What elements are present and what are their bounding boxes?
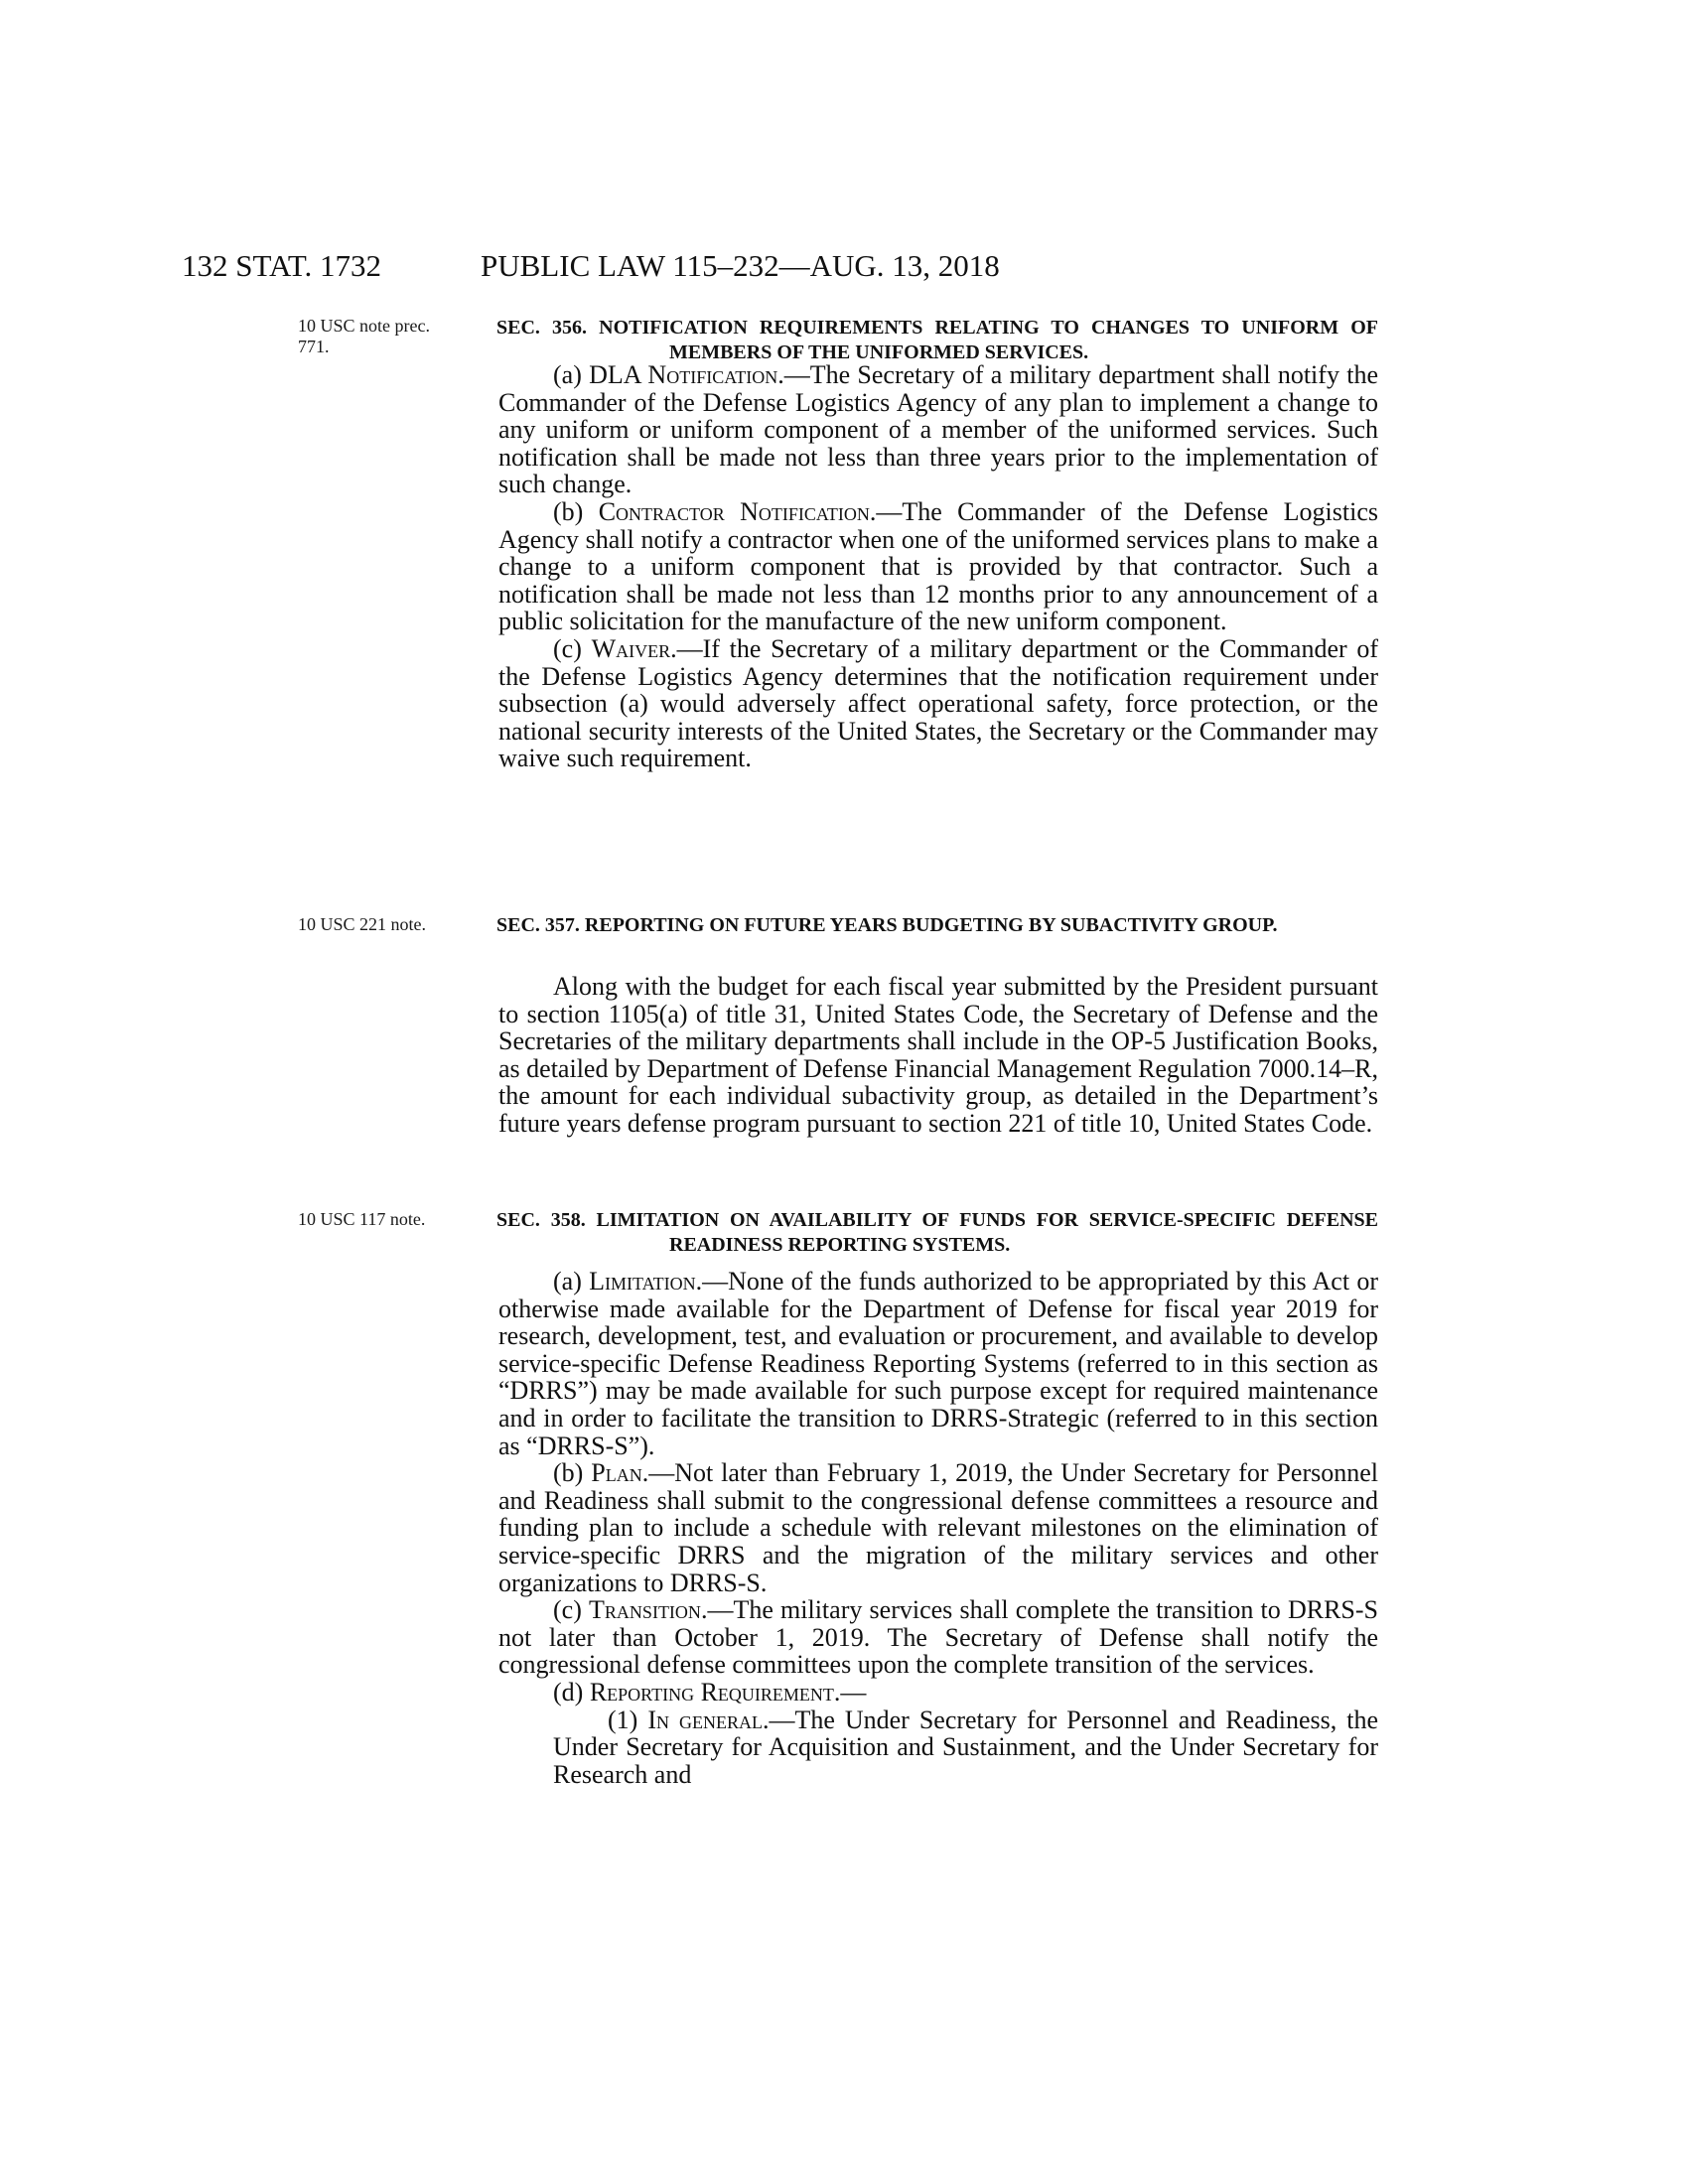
subsection-358-c: (c) Transition.—The military services shall complete the transition to DRRS-S not later than October 1, 2019. The Secretary of Defense shall notify the congressional defense committees upon the complete transition of the services. (498, 1595, 1379, 1680)
margin-note-sec-357: 10 USC 221 note. (298, 914, 427, 934)
section-356-heading: SEC. 356. NOTIFICATION REQUIREMENTS RELATING TO CHANGES TO UNIFORM OF MEMBERS OF THE UNIFORMED SERVICES. (496, 317, 1378, 363)
section-357-body (498, 973, 1378, 1138)
subsection-356-c: (c) Waiver.—If the Secretary of a military department or the Commander of the Defense Logistics Agency determines that the notification requirement under subsection (a) would adversely affect operational safety, force protection, or the national security interests of the United States, the Secretary or the Commander may waive such requirement. (498, 633, 1379, 773)
subsection-358-b: (b) Plan.—Not later than February 1, 2019, the Under Secretary for Personnel and Readiness shall submit to the congressional defense committees a resource and funding plan to include a schedule with relevant milestones on the elimination of service-specific DRRS and the migration of the military services and other organizations to DRRS-S. (498, 1458, 1378, 1597)
law-title: PUBLIC LAW 115–232—AUG. 13, 2018 (481, 248, 1000, 283)
subsection-caption: Contractor Notification (598, 496, 870, 526)
subsection-356-b: (b) Contractor Notification.—The Commander of the Defense Logistics Agency shall notify a contractor when one of the uniformed services plans to make a change to a uniform component that is provided by that contractor. Such a notification shall be made not less than 12 months prior to any announcement of a public solicitation for the manufacture of the new uniform component. (498, 496, 1379, 636)
subsection-caption: Reporting Requirement (589, 1677, 834, 1706)
paragraph-caption: In general (647, 1705, 763, 1734)
subsection-caption: Transition (589, 1595, 701, 1625)
margin-note-sec-356: 10 USC note prec. 771. (298, 316, 430, 356)
section-358-heading: SEC. 358. LIMITATION ON AVAILABILITY OF FUNDS FOR SERVICE-SPECIFIC DEFENSE READINESS REPORTING SYSTEMS. (496, 1209, 1378, 1256)
margin-note-sec-358: 10 USC 117 note. (298, 1209, 426, 1229)
page-reference: 132 STAT. 1732 (182, 248, 382, 283)
paragraph-358-d-1-wrap (498, 1706, 1378, 1789)
section-357-heading: SEC. 357. REPORTING ON FUTURE YEARS BUDGETING BY SUBACTIVITY GROUP. (496, 914, 1278, 936)
subsection-358-d: (d) Reporting Requirement.— (553, 1677, 867, 1706)
running-header (182, 246, 1224, 286)
section-358-body (498, 1268, 1378, 1788)
subsection-caption: Limitation (589, 1267, 696, 1296)
section-356-body (498, 361, 1378, 772)
section-357-text: Along with the budget for each fiscal year submitted by the President pursuant to section 1105(a) of title 31, United States Code, the Secretary of Defense and the Secretaries of the military departments shall include in the OP-5 Justification Books, as detailed by Department of Defense Financial Management Regulation 7000.14–R, the amount for each individual subactivity group, as detailed in the Department’s future years defense program pursuant to section 221 of title 10, United States Code. (498, 972, 1378, 1138)
subsection-caption: DLA Notification (589, 360, 778, 389)
subsection-caption: Waiver (591, 633, 671, 663)
subsection-358-a: (a) Limitation.—None of the funds authorized to be appropriated by this Act or otherwise made available for the Department of Defense for fiscal year 2019 for research, development, test, and evaluation or procurement, and available to develop service-specific Defense Readiness Reporting Systems (referred to in this section as “DRRS”) may be made available for such purpose except for required maintenance and in order to facilitate the transition to DRRS-Strategic (referred to in this section as “DRRS-S”). (498, 1267, 1379, 1460)
subsection-caption: Plan (591, 1458, 642, 1488)
subsection-356-a: (a) DLA Notification.—The Secretary of a military department shall notify the Commander of the Defense Logistics Agency of any plan to implement a change to any uniform or uniform component of a member of the uniformed services. Such notification shall be made not less than three years prior to the implementation of such change. (498, 360, 1378, 499)
paragraph-358-d-1: (1) In general.—The Under Secretary for Personnel and Readiness, the Under Secretary for Acquisition and Sustainment, and the Under Secretary for Research and (553, 1705, 1378, 1789)
